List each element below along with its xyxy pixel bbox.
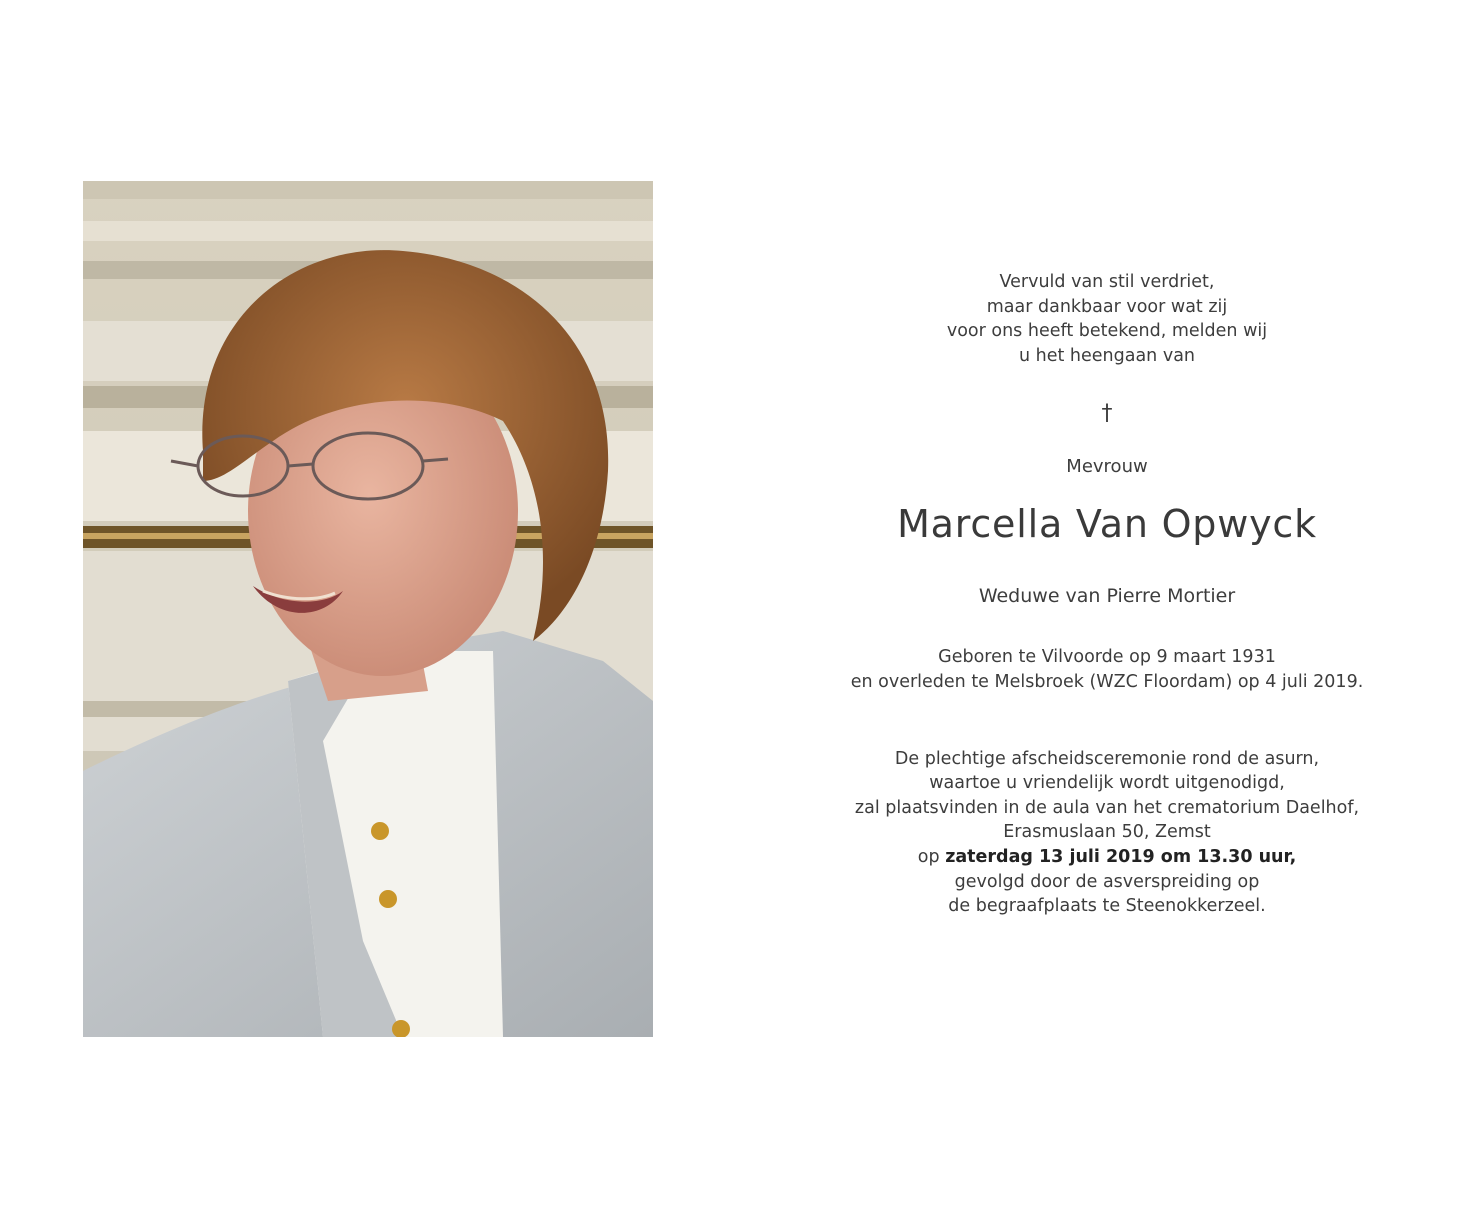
portrait-photo-icon bbox=[83, 181, 653, 1037]
intro-line: Vervuld van stil verdriet, bbox=[999, 272, 1215, 292]
ceremony-line: gevolgd door de asverspreiding op bbox=[954, 871, 1260, 892]
birth-death-text bbox=[780, 645, 1434, 694]
intro-line: voor ons heeft betekend, melden wij bbox=[946, 321, 1268, 342]
ceremony-line: waartoe u vriendelijk wordt uitgenodigd, bbox=[929, 773, 1285, 794]
widow-of: Weduwe van Pierre Mortier bbox=[978, 585, 1236, 608]
born-line: en overleden te Melsbroek (WZC Floordam) op 4 juli 2019. bbox=[850, 671, 1364, 692]
intro-line: u het heengaan van bbox=[1018, 345, 1196, 366]
ceremony-line: Erasmuslaan 50, Zemst bbox=[1003, 822, 1211, 843]
text-column bbox=[780, 270, 1434, 919]
salutation: Mevrouw bbox=[1066, 456, 1148, 478]
cross-symbol: † bbox=[1101, 401, 1113, 427]
date-prefix: op bbox=[917, 846, 940, 867]
intro-line: maar dankbaar voor wat zij bbox=[986, 296, 1228, 317]
born-line: Geboren te Vilvoorde op 9 maart 1931 bbox=[938, 647, 1276, 668]
deceased-name: Marcella Van Opwyck bbox=[897, 502, 1317, 547]
ceremony-line: de begraafplaats te Steenokkerzeel. bbox=[948, 896, 1266, 917]
ceremony-date: zaterdag 13 juli 2019 om 13.30 uur, bbox=[945, 846, 1297, 867]
portrait-photo bbox=[83, 181, 653, 1037]
ceremony-line: zal plaatsvinden in de aula van het crematorium Daelhof, bbox=[854, 797, 1360, 818]
intro-text bbox=[780, 270, 1434, 368]
ceremony-date-line bbox=[780, 845, 1434, 870]
ceremony-text bbox=[780, 747, 1434, 919]
ceremony-line: De plechtige afscheidsceremonie rond de asurn, bbox=[894, 748, 1320, 769]
